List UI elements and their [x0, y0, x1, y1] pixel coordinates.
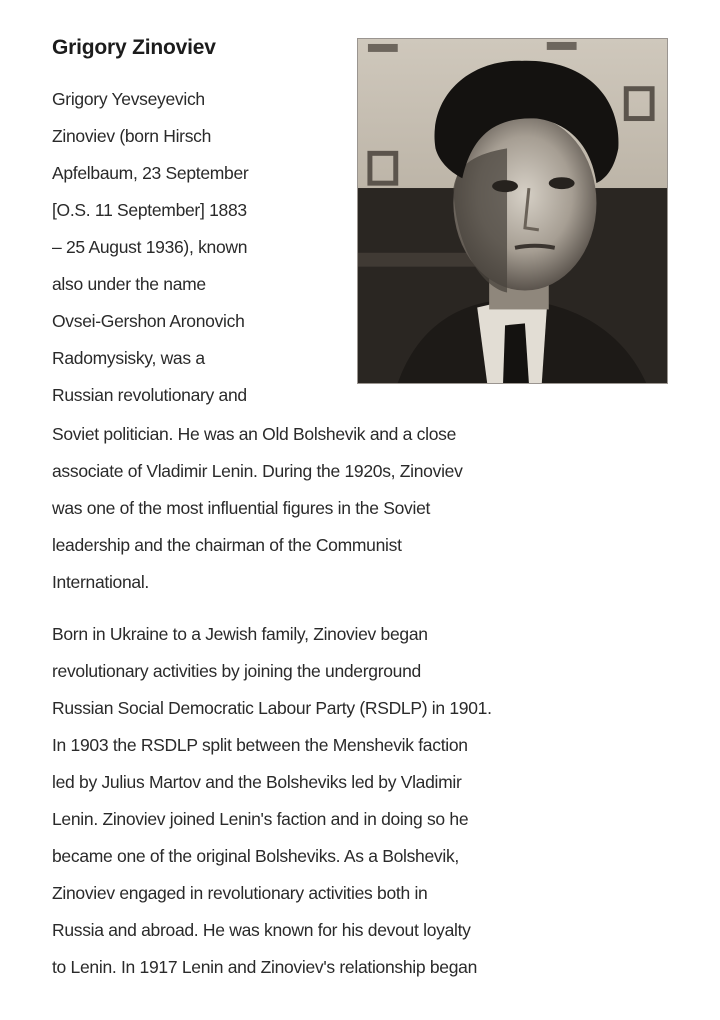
text-line: associate of Vladimir Lenin. During the 1920s, Zinoviev [52, 461, 463, 481]
text-line: Radomysisky, was a [52, 348, 205, 368]
text-line: International. [52, 572, 149, 592]
text-line: Lenin. Zinoviev joined Lenin's faction and in doing so he [52, 809, 469, 829]
text-line: Ovsei-Gershon Aronovich [52, 311, 245, 331]
text-line: to Lenin. In 1917 Lenin and Zinoviev's relationship began [52, 957, 478, 977]
page-title: Grigory Zinoviev [52, 36, 216, 59]
text-line: Zinoviev (born Hirsch [52, 126, 212, 146]
text-line: Apfelbaum, 23 September [52, 163, 249, 183]
portrait-image-icon [358, 39, 667, 383]
text-line: In 1903 the RSDLP split between the Menshevik faction [52, 735, 468, 755]
text-line: Russian revolutionary and [52, 385, 247, 405]
text-line: Zinoviev engaged in revolutionary activities both in [52, 883, 428, 903]
text-line: revolutionary activities by joining the underground [52, 661, 421, 681]
text-line: Russian Social Democratic Labour Party (RSDLP) in 1901. [52, 698, 492, 718]
text-line: Russia and abroad. He was known for his devout loyalty [52, 920, 471, 940]
text-line: was one of the most influential figures in the Soviet [52, 498, 431, 518]
text-line: Born in Ukraine to a Jewish family, Zinoviev began [52, 624, 428, 644]
text-line: led by Julius Martov and the Bolsheviks led by Vladimir [52, 772, 462, 792]
text-line: leadership and the chairman of the Communist [52, 535, 402, 555]
portrait-photo [357, 38, 668, 384]
text-line: – 25 August 1936), known [52, 237, 248, 257]
text-line: [O.S. 11 September] 1883 [52, 200, 247, 220]
text-line: Soviet politician. He was an Old Bolshevik and a close [52, 424, 457, 444]
text-line: also under the name [52, 274, 206, 294]
text-line: Grigory Yevseyevich [52, 89, 205, 109]
text-line: became one of the original Bolsheviks. As a Bolshevik, [52, 846, 459, 866]
